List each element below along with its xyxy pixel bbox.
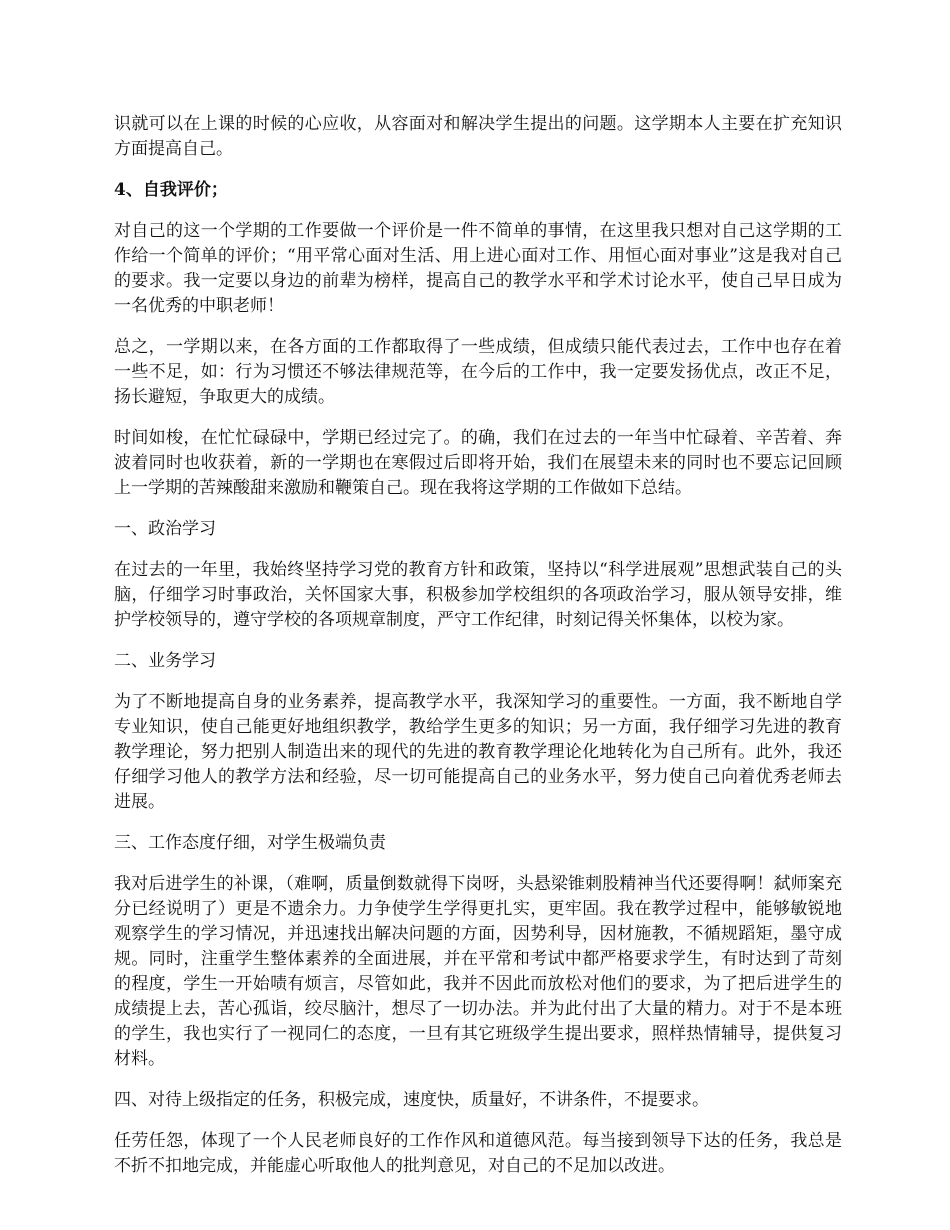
section-heading-political-study: 一、政治学习 (114, 519, 216, 539)
paragraph-self-evaluation: 对自己的这一个学期的工作要做一个评价是一件不简单的事情，在这里我只想对自己这学期的工作给一个简单的评价；“用平常心面对生活、用上进心面对工作、用恒心面对事业”这是我对自己的要求。我一定要以身边的前辈为榜样，提高自己的教学水平和学术讨论水平，使自己早日成为一名优秀的中职老师！ (114, 221, 842, 316)
paragraph-work-attitude: 我对后进学生的补课，（难啊，质量倒数就得下岗呀，头悬梁锥刺股精神当代还要得啊！弑师案充分已经说明了）更是不遗余力。力争使学生学得更扎实，更牢固。我在教学过程中，能够敏锐地观察学生的学习情况，并迅速找出解决问题的方面，因势利导，因材施教，不循规蹈矩，墨守成规。同时，注重学生整体素养的全面进展，并在平常和考试中都严格要求学生，有时达到了苛刻的程度，学生一开始啧有烦言，尽管如此，我并不因此而放松对他们的要求，为了把后进学生的成绩提上去，苦心孤诣，绞尽脑汁，想尽了一切办法。并为此付出了大量的精力。对于不是本班的学生，我也实行了一视同仁的态度，一旦有其它班级学生提出要求，照样热情辅导，提供复习材料。 (114, 874, 842, 1069)
paragraph-summary: 总之，一学期以来，在各方面的工作都取得了一些成绩，但成绩只能代表过去，工作中也存在着一些不足，如：行为习惯还不够法律规范等，在今后的工作中，我一定要发扬优点，改正不足，扬长避短，争取更大的成绩。 (114, 337, 842, 407)
document-page (114, 112, 842, 1195)
paragraph-1: 识就可以在上课的时候的心应收，从容面对和解决学生提出的问题。这学期本人主要在扩充知识方面提高自己。 (114, 114, 842, 159)
paragraph-political-study: 在过去的一年里，我始终坚持学习党的教育方针和政策，坚持以“科学进展观”思想武装自己的头脑，仔细学习时事政治，关怀国家大事，积极参加学校组织的各项政治学习，服从领导安排，维护学校领导的，遵守学校的各项规章制度，严守工作纪律，时刻记得关怀集体，以校为家。 (114, 560, 842, 630)
paragraph-assigned-tasks: 任劳任怨，体现了一个人民老师良好的工作作风和道德风范。每当接到领导下达的任务，我总是不折不扣地完成，并能虚心听取他人的批判意见，对自己的不足加以改进。 (114, 1131, 842, 1176)
paragraph-time-review: 时间如梭，在忙忙碌碌中，学期已经过完了。的确，我们在过去的一年当中忙碌着、辛苦着、奔波着同时也收获着，新的一学期也在寒假过后即将开始，我们在展望未来的同时也不要忘记回顾上一学期的苦辣酸甜来激励和鞭策自己。现在我将这学期的工作做如下总结。 (114, 428, 842, 498)
paragraph-business-study: 为了不断地提高自身的业务素养，提高教学水平，我深知学习的重要性。一方面，我不断地自学专业知识，使自己能更好地组织教学，教给学生更多的知识；另一方面，我仔细学习先进的教育教学理论，努力把别人制造出来的现代的先进的教育教学理论化地转化为自己所有。此外，我还仔细学习他人的教学方法和经验，尽一切可能提高自己的业务水平，努力使自己向着优秀老师去进展。 (114, 692, 842, 812)
section-heading-work-attitude: 三、工作态度仔细，对学生极端负责 (114, 833, 386, 853)
section-heading-assigned-tasks: 四、对待上级指定的任务，积极完成，速度快，质量好，不讲条件，不提要求。 (114, 1090, 709, 1110)
section-heading-self-evaluation: 4、自我评价； (114, 180, 228, 200)
section-heading-business-study: 二、业务学习 (114, 651, 216, 671)
